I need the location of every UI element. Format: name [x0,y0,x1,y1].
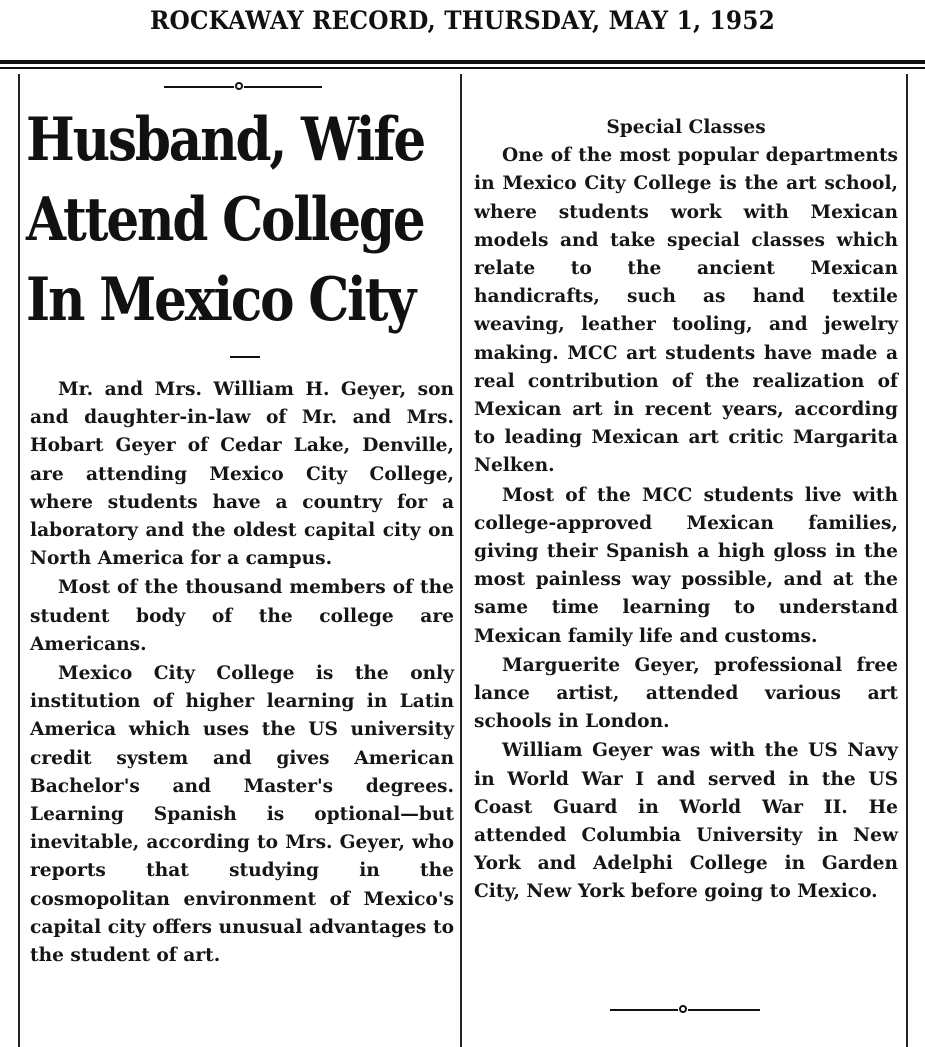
headline-line-1: Husband, Wife [26,105,425,175]
paragraph-1: Mr. and Mrs. William H. Geyer, son and daughter-in-law of Mr. and Mrs. Hobart Geyer of Cedar Lake, Denville, are attending Mexico City College, where students have a country for a laboratory and the oldest capital city on North America for a campus. [30,379,454,570]
headline-divider [230,356,260,358]
article-column-right [474,114,898,908]
paragraph-4: One of the most popular departments in Mexico City College is the art school, where students work with Mexican models and take special classes which relate to the ancient Mexican handicrafts, such as hand textile weaving, leather tooling, and jewelry making. MCC art students have made a real contribution of the realization of Mexican art in recent years, according to leading Mexican art critic Margarita Nelken. [474,145,898,477]
article-column-left [30,376,454,971]
masthead-rule-thin [0,67,925,69]
column-rule-middle [460,74,462,1047]
ornament-dash-bottom [610,1004,760,1016]
ornament-dash-top [164,81,322,93]
paragraph-7: William Geyer was with the US Navy in World War I and served in the US Coast Guard in World War II. He attended Columbia University in New York and Adelphi College in Garden City, New York before going to Mexico. [474,740,898,903]
paragraph-6: Marguerite Geyer, professional free lance artist, attended various art schools in London. [474,654,898,733]
headline-line-2: Attend College [26,185,424,255]
column-rule-right [906,74,908,1047]
paragraph-2: Most of the thousand members of the student body of the college are Americans. [30,577,454,655]
subhead-special-classes: Special Classes [606,117,766,138]
masthead-rule-thick [0,60,925,64]
headline-line-3: In Mexico City [26,265,415,335]
paragraph-5: Most of the MCC students live with college-approved Mexican families, giving their Spanish a high gloss in the most painless way possible, and at the same time learning to understand Mexican family life and customs. [474,484,898,647]
paragraph-3: Mexico City College is the only institution of higher learning in Latin America which uses the US university credit system and gives American Bachelor's and Master's degrees. Learning Spanish is optional—but inevitable, according to Mrs. Geyer, who reports that studying in the cosmopolitan environment of Mexico's capital city offers unusual advantages to the student of art. [30,663,454,967]
masthead: ROCKAWAY RECORD, THURSDAY, MAY 1, 1952 [149,6,776,35]
headline [26,100,456,340]
column-rule-left [18,74,20,1047]
